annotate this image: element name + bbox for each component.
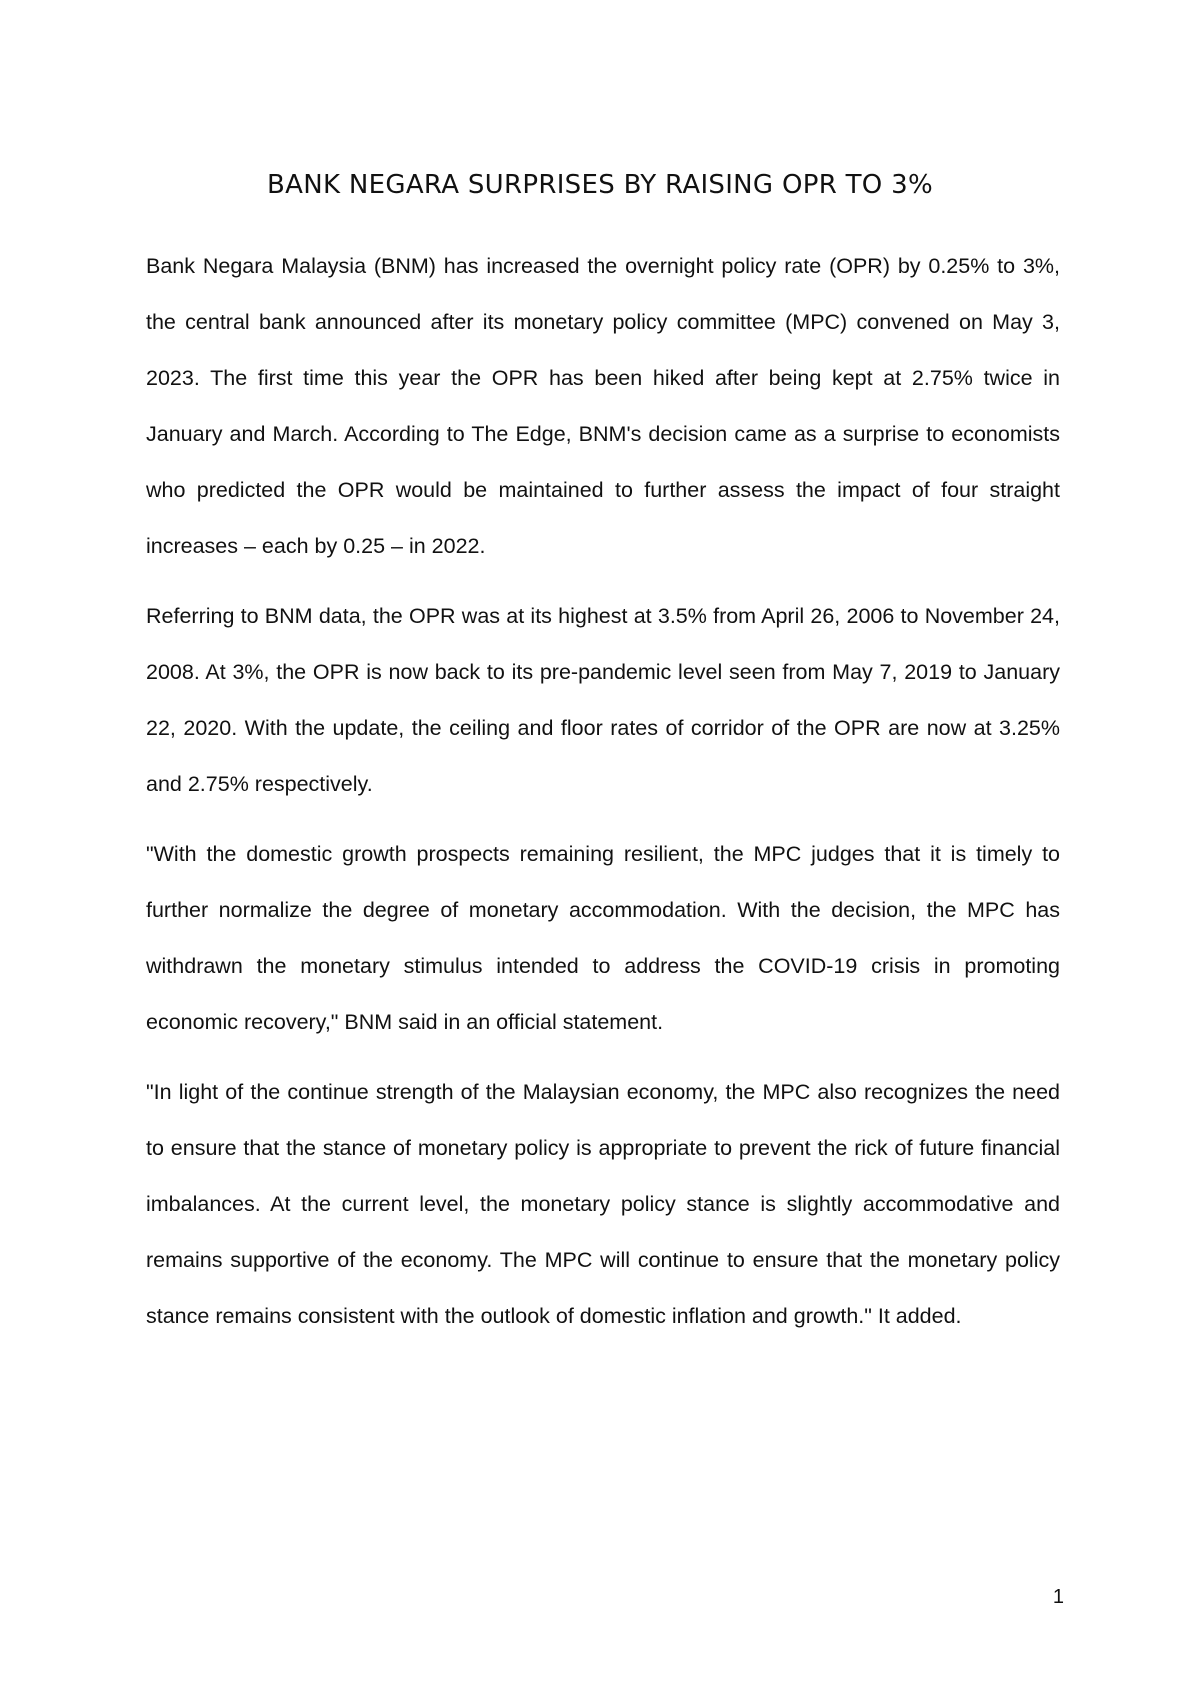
document-title: BANK NEGARA SURPRISES BY RAISING OPR TO 3% (267, 170, 933, 200)
paragraph-1: Bank Negara Malaysia (BNM) has increased the overnight policy rate (OPR) by 0.25% to 3%, the central bank announced after its monetary policy committee (MPC) convened on May 3, 2023. The first time this year the OPR has been hiked after being kept at 2.75% twice in January and March. According to The Edge, BNM's decision came as a surprise to economists who predicted the OPR would be maintained to further assess the impact of four straight increases – each by 0.25 – in 2022. (146, 254, 1060, 558)
paragraph-2: Referring to BNM data, the OPR was at its highest at 3.5% from April 26, 2006 to November 24, 2008. At 3%, the OPR is now back to its pre-pandemic level seen from May 7, 2019 to January 22, 2020. With the update, the ceiling and floor rates of corridor of the OPR are now at 3.25% and 2.75% respectively. (146, 604, 1060, 796)
page-number: 1 (1052, 1586, 1064, 1608)
document-body (146, 238, 1060, 1358)
paragraph-3: "With the domestic growth prospects remaining resilient, the MPC judges that it is timely to further normalize the degree of monetary accommodation. With the decision, the MPC has withdrawn the monetary stimulus intended to address the COVID-19 crisis in promoting economic recovery," BNM said in an official statement. (146, 842, 1060, 1034)
paragraph-4: "In light of the continue strength of the Malaysian economy, the MPC also recognizes the need to ensure that the stance of monetary policy is appropriate to prevent the rick of future financial imbalances. At the current level, the monetary policy stance is slightly accommodative and remains supportive of the economy. The MPC will continue to ensure that the monetary policy stance remains consistent with the outlook of domestic inflation and growth." It added. (146, 1080, 1060, 1328)
